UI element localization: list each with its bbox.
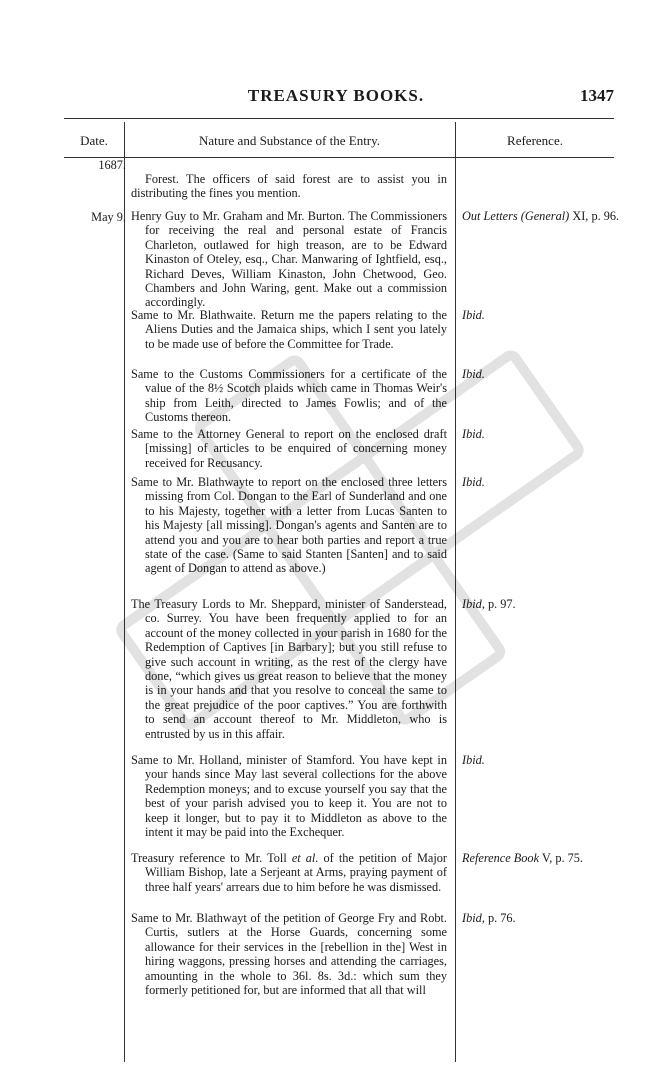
reference-4: Ibid. <box>462 427 485 441</box>
reference-5: Ibid. <box>462 475 485 489</box>
year-label: 1687. <box>98 158 126 172</box>
column-header-nature: Nature and Substance of the Entry. <box>198 133 381 148</box>
reference-8: Reference Book V, p. 75. <box>462 851 584 865</box>
entry-5: Same to Mr. Blathwayte to report on the enclosed three letters missing from Col. Dongan to the Earl of Sunderland and one to his Majesty, together with a letter from Lucas Santen to his Majesty [all missing]. Dongan's agents and Santen are to attend you and you are to hear both parties and report a true state of the case. (Same to said Stanten [Santen] and to said agent of Dongan to attend as above.) <box>131 475 447 576</box>
reference-1: Out Letters (General) XI, p. 96. <box>462 209 620 223</box>
entry-7: Same to Mr. Holland, minister of Stamford. You have kept in your hands since May last several collections for the above Redemption moneys; and to excuse yourself you say that the best of your parish advised you to keep it. You are not to keep it longer, but to pay it to Middleton as above to the intent it may be paid into the Exchequer. <box>131 753 447 840</box>
entry-0: Forest. The officers of said forest are to assist you in distributing the fines you mention. <box>131 172 447 201</box>
column-header-date: Date. <box>80 133 108 148</box>
column-divider-date <box>124 122 125 1062</box>
entry-8: Treasury reference to Mr. Toll et al. of the petition of Major William Bishop, late a Serjeant at Arms, praying payment of three half years' arrears due to him before he was dismissed. <box>131 851 447 894</box>
entry-2: Same to Mr. Blathwaite. Return me the papers relating to the Aliens Duties and the Jamaica ships, which I sent you lately to be made use of before the Committee for Trade. <box>131 308 447 351</box>
date-label: May 9. <box>91 210 126 224</box>
reference-6: Ibid, p. 97. <box>462 597 516 611</box>
entry-3: Same to the Customs Commissioners for a certificate of the value of the 8½ Scotch plaids which came in Thomas Weir's ship from Leith, directed to James Fowlis; and of the Customs thereon. <box>131 367 447 425</box>
entry-4: Same to the Attorney General to report on the enclosed draft [missing] of articles to be enquired of concerning money received for Recusancy. <box>131 427 447 470</box>
reference-9: Ibid, p. 76. <box>462 911 516 925</box>
entry-1: Henry Guy to Mr. Graham and Mr. Burton. The Commissioners for receiving the real and personal estate of Francis Charleton, outlawed for high treason, are to be Edward Kinaston of Oteley, esq., Char. Manwaring of Ightfield, esq., Richard Deves, William Kinaston, John Chetwood, Geo. Chambers and John Waring, gent. Make out a commission accordingly. <box>131 209 447 310</box>
entry-9: Same to Mr. Blathwayt of the petition of George Fry and Robt. Curtis, sutlers at the Horse Guards, concerning some allowance for their services in the [rebellion in the] West in hiring waggons, pressing horses and attending the carriages, amounting in the whole to 36l. 8s. 3d.: which sum they formerly petitioned for, but are informed that all that will <box>131 911 447 998</box>
column-divider-reference <box>455 122 456 1062</box>
page-number: 1347 <box>580 86 614 105</box>
table-top-rule <box>64 118 614 119</box>
reference-2: Ibid. <box>462 308 485 322</box>
entry-6: The Treasury Lords to Mr. Sheppard, minister of Sanderstead, co. Surrey. You have been frequently applied to for an account of the money collected in your parish in 1680 for the Redemption of Captives [in Barbary]; but you still refuse to give such account in writing, as the rest of the clergy have done, “which gives us great reason to believe that the money is in your hands and that you resolve to conceal the same to the great prejudice of the poor captives.” You are forthwith to send an account thereof to Mr. Middleton, who is entrusted by us in this affair. <box>131 597 447 741</box>
table-header-rule <box>64 157 614 158</box>
running-title: TREASURY BOOKS. <box>247 86 425 105</box>
column-header-reference: Reference. <box>507 133 563 148</box>
reference-7: Ibid. <box>462 753 485 767</box>
reference-3: Ibid. <box>462 367 485 381</box>
